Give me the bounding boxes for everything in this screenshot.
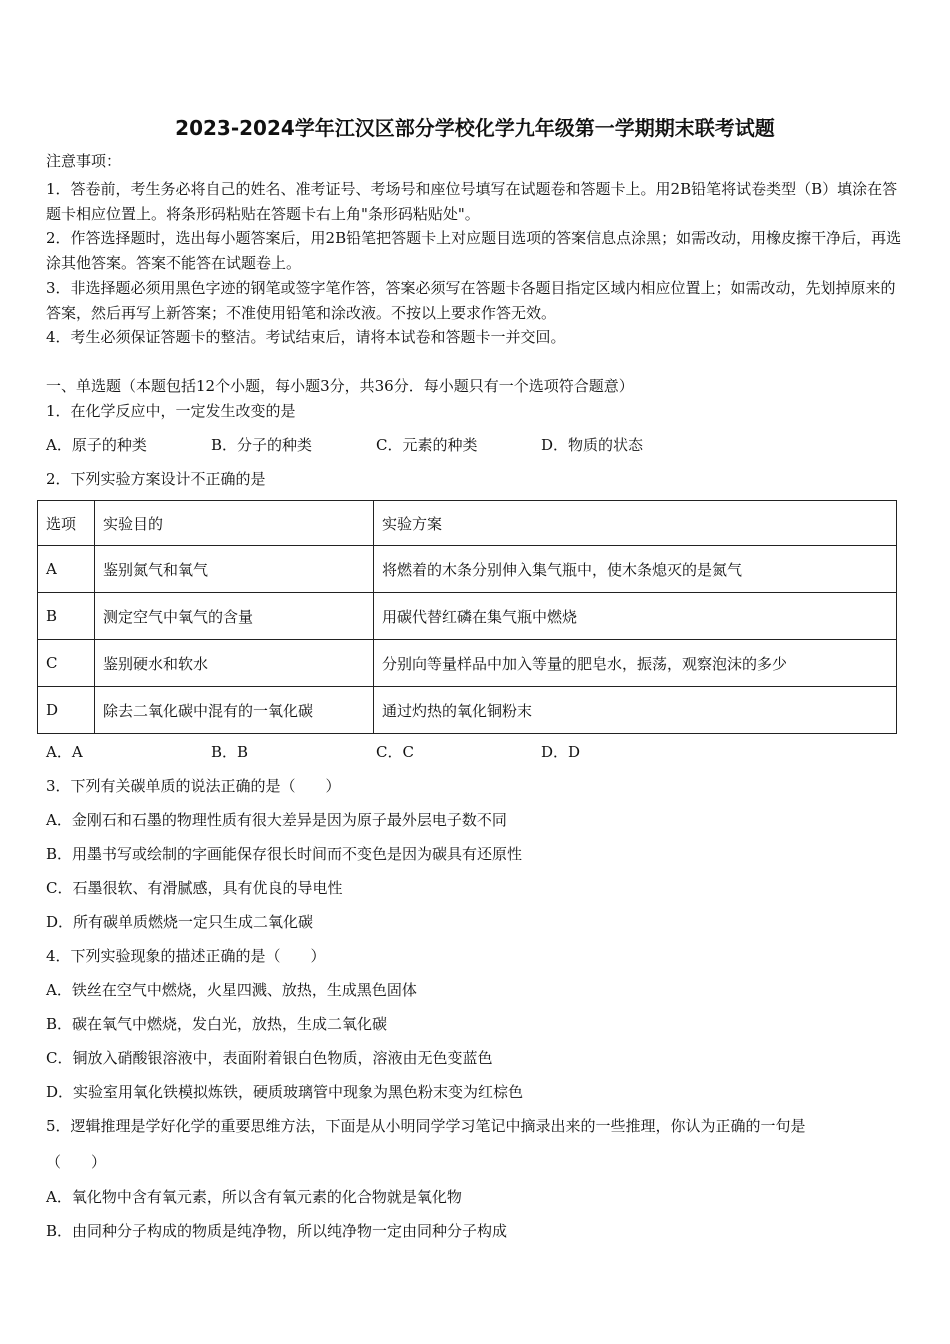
table-cell: 将燃着的木条分别伸入集气瓶中，使木条熄灭的是氮气 — [374, 546, 897, 593]
q2-option-b: B．B — [211, 743, 249, 761]
q4-option-d: D．实验室用氧化铁模拟炼铁，硬质玻璃管中现象为黑色粉末变为红棕色 — [46, 1083, 524, 1101]
q1-option-b: B．分子的种类 — [211, 436, 313, 454]
section-heading: 一、单选题（本题包括12个小题，每小题3分，共36分．每小题只有一个选项符合题意） — [46, 377, 634, 395]
experiment-table — [37, 500, 897, 734]
table-cell: D — [38, 687, 95, 734]
table-row — [38, 687, 897, 734]
table-header-cell: 实验方案 — [374, 501, 897, 546]
table-header-row — [38, 501, 897, 546]
notice-item-1: 1．答卷前，考生务必将自己的姓名、准考证号、考场号和座位号填写在试题卷和答题卡上。用2B铅笔将试卷类型（B）填涂在答题卡相应位置上。将条形码粘贴在答题卡右上角"条形码粘贴处"。 — [46, 180, 898, 223]
table-row — [38, 546, 897, 593]
table-cell: B — [38, 593, 95, 640]
table-row — [38, 593, 897, 640]
q2-option-d: D．D — [541, 743, 581, 761]
table-header-cell: 选项 — [38, 501, 95, 546]
table-cell: 除去二氧化碳中混有的一氧化碳 — [95, 687, 374, 734]
q2-stem: 2．下列实验方案设计不正确的是 — [46, 470, 266, 488]
q3-option-d: D．所有碳单质燃烧一定只生成二氧化碳 — [46, 913, 314, 931]
notice-heading: 注意事项： — [46, 152, 122, 170]
table-cell: 鉴别氮气和氧气 — [95, 546, 374, 593]
table-cell: C — [38, 640, 95, 687]
q5-stem-tail: （ ） — [46, 1153, 107, 1171]
table-cell: 鉴别硬水和软水 — [95, 640, 374, 687]
exam-title: 2023-2024学年江汉区部分学校化学九年级第一学期期末联考试题 — [175, 116, 775, 140]
notice-item-3: 3．非选择题必须用黑色字迹的钢笔或签字笔作答，答案必须写在答题卡各题目指定区域内相应位置上；如需改动，先划掉原来的答案，然后再写上新答案；不准使用铅笔和涂改液。不按以上要求作答无效。 — [46, 279, 896, 322]
q5-option-a: A．氧化物中含有氧元素，所以含有氧元素的化合物就是氧化物 — [46, 1188, 462, 1206]
table-cell: 分别向等量样品中加入等量的肥皂水，振荡，观察泡沫的多少 — [374, 640, 897, 687]
table-cell: 测定空气中氧气的含量 — [95, 593, 374, 640]
q1-stem: 1．在化学反应中，一定发生改变的是 — [46, 402, 296, 420]
q4-option-a: A．铁丝在空气中燃烧，火星四溅、放热，生成黑色固体 — [46, 981, 417, 999]
q5-stem: 5．逻辑推理是学好化学的重要思维方法，下面是从小明同学学习笔记中摘录出来的一些推理，你认为正确的一句是 — [46, 1117, 806, 1135]
notice-item-4: 4．考生必须保证答题卡的整洁。考试结束后，请将本试卷和答题卡一并交回。 — [46, 328, 566, 346]
q1-option-d: D．物质的状态 — [541, 436, 644, 454]
q2-option-a: A．A — [46, 743, 83, 761]
q3-option-c: C．石墨很软、有滑腻感，具有优良的导电性 — [46, 879, 343, 897]
q5-option-b: B．由同种分子构成的物质是纯净物，所以纯净物一定由同种分子构成 — [46, 1222, 508, 1240]
notice-item-2: 2．作答选择题时，选出每小题答案后，用2B铅笔把答题卡上对应题目选项的答案信息点涂黑；如需改动，用橡皮擦干净后，再选涂其他答案。答案不能答在试题卷上。 — [46, 229, 902, 272]
q3-option-a: A．金刚石和石墨的物理性质有很大差异是因为原子最外层电子数不同 — [46, 811, 507, 829]
q4-option-b: B．碳在氧气中燃烧，发白光，放热，生成二氧化碳 — [46, 1015, 388, 1033]
q4-stem: 4．下列实验现象的描述正确的是（ ） — [46, 947, 326, 965]
q3-option-b: B．用墨书写或绘制的字画能保存很长时间而不变色是因为碳具有还原性 — [46, 845, 523, 863]
q1-option-c: C．元素的种类 — [376, 436, 478, 454]
table-row — [38, 640, 897, 687]
table-header-cell: 实验目的 — [95, 501, 374, 546]
q3-stem: 3．下列有关碳单质的说法正确的是（ ） — [46, 777, 341, 795]
q4-option-c: C．铜放入硝酸银溶液中，表面附着银白色物质，溶液由无色变蓝色 — [46, 1049, 493, 1067]
table-cell: 通过灼热的氧化铜粉末 — [374, 687, 897, 734]
table-cell: 用碳代替红磷在集气瓶中燃烧 — [374, 593, 897, 640]
q2-option-c: C．C — [376, 743, 414, 761]
q1-option-a: A．原子的种类 — [46, 436, 147, 454]
table-cell: A — [38, 546, 95, 593]
